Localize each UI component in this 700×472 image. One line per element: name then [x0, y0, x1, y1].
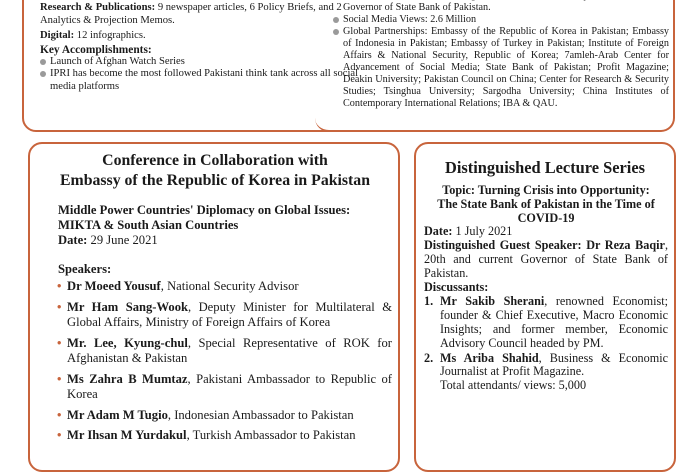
discussant-item: 1. Mr Sakib Sherani, renowned Economist; founder & Chief Executive, Macro Economic Insights; and former member, Economic Advisory Council headed by PM.: [424, 294, 668, 350]
summary-left-content: [40, 0, 365, 93]
discussant-item: 2. Ms Ariba Shahid, Business & Economic Journalist at Profit Magazine.: [424, 350, 668, 379]
list-item: Launch of Afghan Watch Series: [40, 56, 365, 68]
research-line: Research & Publications: 9 newspaper articles, 6 Policy Briefs, and 2 Analytics & Projection Memos.: [40, 2, 342, 26]
lecture-title: Distinguished Lecture Series: [444, 158, 646, 177]
speaker-item: • Mr Adam M Tugio, Indonesian Ambassador to Pakistan: [58, 408, 392, 423]
conference-title: Conference in Collaboration with Embassy of the Republic of Korea in Pakistan: [60, 152, 370, 189]
accomplishments-list: [40, 56, 365, 93]
speakers-heading: Speakers:: [58, 261, 112, 276]
speaker-item: • Mr Ham Sang-Wook, Deputy Minister for Multilateral & Global Affairs, Ministry of Foreign Affairs of Korea: [58, 300, 392, 330]
speaker-item: • Ms Zahra B Mumtaz, Pakistani Ambassador to Republic of Korea: [58, 372, 392, 402]
lecture-date: Date: 1 July 2021: [424, 224, 513, 239]
list-item: Global Partnerships: Embassy of the Republic of Korea in Pakistan; Embassy of Indonesia in Pakistan; Embassy of Turkey in Pakistan; Institute of Foreign Affairs & National Security, Republic of Korea; 7amleh-Arab Center for Advancement of Social Media; State Bank of Pakistan; Profit Magazine; Deakin University; Pakistan Council on China; Center for Research & Security Studies; Tsinghua University; Sargodha University; China Institutes of Contemporary International Relations; IBA & QAU.: [333, 26, 669, 110]
summary-right-content: [333, 0, 669, 110]
highlights-list: [333, 0, 669, 110]
guest-speaker: Distinguished Guest Speaker: Dr Reza Baqir, 20th and current Governor of State Bank of Pakistan.: [424, 238, 668, 280]
list-item: IPRI has become the most followed Pakistani think tank across all social media platforms: [40, 68, 365, 93]
conference-date: Date: 29 June 2021: [58, 233, 158, 248]
digital-line: Digital: 12 infographics.: [40, 30, 146, 42]
speaker-item: • Mr Ihsan M Yurdakul, Turkish Ambassador to Pakistan: [58, 428, 392, 443]
attendance-line: Total attendants/ views: 5,000: [440, 378, 587, 393]
speaker-item: • Mr. Lee, Kyung-chul, Special Representative of ROK for Afghanistan & Pakistan: [58, 336, 392, 366]
conference-body: [58, 203, 392, 449]
list-item: Governor of State Bank of Pakistan.: [333, 0, 669, 14]
discussants-heading: Discussants:: [424, 279, 489, 294]
list-item: Social Media Views: 2.6 Million: [333, 14, 669, 26]
speaker-item: • Dr Moeed Yousuf, National Security Advisor: [58, 279, 392, 294]
lecture-body: [424, 184, 668, 393]
accomplishments-heading: Key Accomplishments:: [40, 43, 152, 56]
lecture-topic: Topic: Turning Crisis into Opportunity: The State Bank of Pakistan in the Time of COVID-19: [437, 183, 655, 225]
conference-topic: Middle Power Countries' Diplomacy on Global Issues: MIKTA & South Asian Countries: [58, 203, 351, 233]
